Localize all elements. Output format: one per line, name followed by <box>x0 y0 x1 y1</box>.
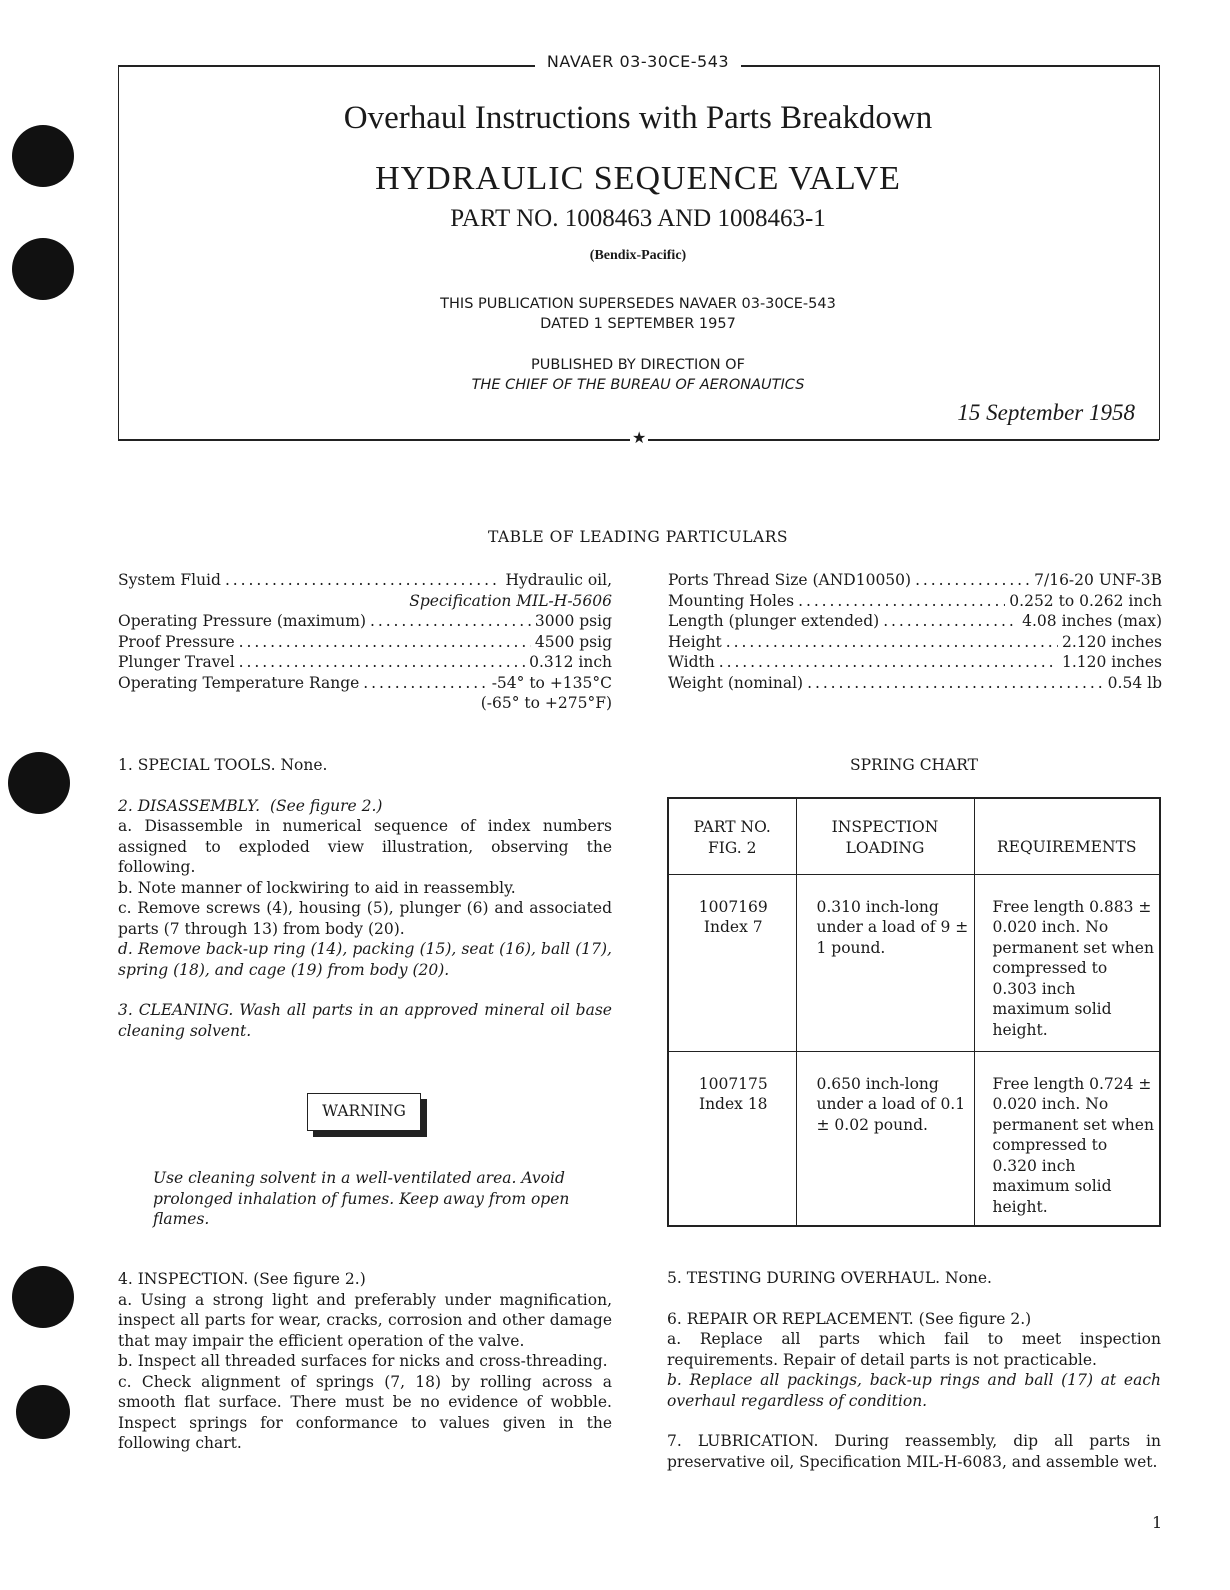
particular-value: Specification MIL-H-5606 <box>409 591 612 610</box>
particular-row <box>118 652 612 673</box>
particular-row <box>668 591 1162 612</box>
inspection-step-a: a. Using a strong light and preferably under magnification, inspect all parts for wear, cracks, corrosion and other damage that may impair the efficient operation of the valve. <box>118 1290 612 1350</box>
particular-label: Width <box>668 653 715 671</box>
dot-leader <box>363 673 487 694</box>
loading-cell: 0.650 inch-long under a load of 0.1 ± 0.02 pound. <box>796 1051 974 1226</box>
punch-hole <box>16 1385 70 1439</box>
section-lubrication: 7. LUBRICATION. During reassembly, dip all parts in preservative oil, Specification MIL-H-6083, and assemble wet. <box>667 1432 1161 1471</box>
section-repair-heading: 6. REPAIR OR REPLACEMENT. (See figure 2.) <box>667 1309 1032 1328</box>
particular-value: 4.08 inches (max) <box>1022 612 1162 630</box>
warning-text: Use cleaning solvent in a well-ventilated area. Avoid prolonged inhalation of fumes. Keep away from open flames. <box>153 1169 570 1228</box>
table-row <box>668 1051 1160 1226</box>
particular-value: 3000 psig <box>534 612 612 630</box>
particular-label: Mounting Holes <box>668 591 795 610</box>
particular-value: 0.312 inch <box>529 653 612 671</box>
particular-label: Weight (nominal) <box>668 673 804 692</box>
particular-row <box>118 570 612 591</box>
particular-label: Proof Pressure <box>118 632 235 651</box>
dot-leader <box>370 611 531 632</box>
particular-label: Length (plunger extended) <box>668 612 880 630</box>
particular-row <box>118 591 612 612</box>
disassembly-step-b: b. Note manner of lockwiring to aid in reassembly. <box>118 878 516 897</box>
document-subject: HYDRAULIC SEQUENCE VALVE <box>375 160 901 197</box>
inspection-step-b: b. Inspect all threaded surfaces for nicks and cross-threading. <box>118 1352 608 1370</box>
particular-value: Hydraulic oil, <box>505 571 612 589</box>
disassembly-step-c: c. Remove screws (4), housing (5), plunger (6) and associated parts (7 through 13) from body (20). <box>118 899 612 938</box>
particular-label: Height <box>668 632 722 651</box>
particular-row <box>118 693 612 714</box>
column-header-part-no: PART NO. FIG. 2 <box>668 798 796 874</box>
particular-row <box>668 611 1162 632</box>
part-number: PART NO. 1008463 AND 1008463-1 <box>450 205 826 232</box>
dot-leader <box>225 570 502 591</box>
warning-label: WARNING <box>307 1093 421 1131</box>
disassembly-step-d: d. Remove back-up ring (14), packing (15), seat (16), ball (17), spring (18), and cage (19) from body (20). <box>118 940 612 979</box>
section-cleaning: 3. CLEANING. Wash all parts in an approved mineral oil base cleaning solvent. <box>118 1001 612 1040</box>
dot-leader <box>719 652 1058 673</box>
dot-leader <box>798 591 1005 612</box>
particular-value: (-65° to +275°F) <box>480 694 612 712</box>
particular-label: Operating Temperature Range <box>118 673 360 692</box>
document-title: Overhaul Instructions with Parts Breakdown <box>343 100 933 136</box>
spring-chart-title: SPRING CHART <box>849 756 979 774</box>
dot-leader <box>807 673 1104 694</box>
left-column <box>118 755 612 1041</box>
dot-leader <box>239 652 525 673</box>
dot-leader <box>239 632 531 653</box>
particular-label: Plunger Travel <box>118 653 235 671</box>
page-number: 1 <box>1152 1513 1163 1532</box>
particular-row <box>118 632 612 653</box>
inspection-section <box>118 1269 612 1454</box>
supersedes-notice: THIS PUBLICATION SUPERSEDES NAVAER 03-30CE-543 DATED 1 SEPTEMBER 1957 <box>440 296 836 332</box>
particular-row <box>668 632 1162 653</box>
publication-authority: PUBLISHED BY DIRECTION OF THE CHIEF OF THE BUREAU OF AERONAUTICS <box>471 357 805 393</box>
particular-value: 1.120 inches <box>1061 653 1162 671</box>
dot-leader <box>883 611 1018 632</box>
requirements-cell: Free length 0.724 ± 0.020 inch. No permanent set when compressed to 0.320 inch maximum solid height. <box>974 1051 1160 1226</box>
particular-value: 0.54 lb <box>1107 673 1162 692</box>
particular-value: 7/16-20 UNF-3B <box>1034 571 1162 589</box>
section-testing: 5. TESTING DURING OVERHAUL. None. <box>667 1269 992 1287</box>
repair-step-a: a. Replace all parts which fail to meet inspection requirements. Repair of detail parts is not practicable. <box>667 1330 1161 1369</box>
column-header-inspection-loading: INSPECTION LOADING <box>796 798 974 874</box>
particular-label: Operating Pressure (maximum) <box>118 612 366 630</box>
loading-cell: 0.310 inch-long under a load of 9 ± 1 pound. <box>796 874 974 1051</box>
punch-hole <box>12 125 74 187</box>
column-header-requirements: REQUIREMENTS <box>974 798 1160 874</box>
spring-chart-table <box>667 797 1161 1227</box>
particular-value: -54° to +135°C <box>491 673 612 692</box>
inspection-step-c: c. Check alignment of springs (7, 18) by rolling across a smooth flat surface. There must be no evidence of wobble. Inspect springs for conformance to values given in the following chart. <box>118 1372 612 1452</box>
particular-label: Ports Thread Size (AND10050) <box>668 571 912 589</box>
particular-value: 0.252 to 0.262 inch <box>1009 591 1162 610</box>
publication-date: 15 September 1958 <box>957 400 1135 425</box>
document-number: NAVAER 03-30CE-543 <box>0 52 1230 71</box>
section-disassembly-heading: 2. DISASSEMBLY. (See figure 2.) <box>118 796 383 815</box>
particular-value: 2.120 inches <box>1061 632 1162 651</box>
part-no-cell: 1007169 Index 7 <box>668 874 796 1051</box>
punch-hole <box>8 752 70 814</box>
star-icon: ★ <box>632 428 647 447</box>
particular-label: System Fluid <box>118 571 221 589</box>
section-special-tools: 1. SPECIAL TOOLS. None. <box>118 756 328 774</box>
particular-row <box>118 611 612 632</box>
disassembly-step-a: a. Disassemble in numerical sequence of index numbers assigned to exploded view illustration, observing the following. <box>118 817 612 876</box>
punch-hole <box>12 1266 74 1328</box>
section-inspection-heading: 4. INSPECTION. (See figure 2.) <box>118 1270 366 1288</box>
leading-particulars-right <box>668 570 1162 693</box>
right-column <box>667 1268 1161 1472</box>
manufacturer: (Bendix-Pacific) <box>589 248 687 263</box>
requirements-cell: Free length 0.883 ± 0.020 inch. No permanent set when compressed to 0.303 inch maximum solid height. <box>974 874 1160 1051</box>
dot-leader <box>726 632 1058 653</box>
punch-hole <box>12 238 74 300</box>
table-row <box>668 874 1160 1051</box>
particular-row <box>118 673 612 694</box>
particular-value: 4500 psig <box>534 632 612 651</box>
particular-row <box>668 652 1162 673</box>
leading-particulars-left <box>118 570 612 714</box>
dot-leader <box>915 570 1030 591</box>
leading-particulars-title: TABLE OF LEADING PARTICULARS <box>488 528 788 546</box>
particular-row <box>668 570 1162 591</box>
particular-row <box>668 673 1162 694</box>
repair-step-b: b. Replace all packings, back-up rings and ball (17) at each overhaul regardless of condition. <box>667 1371 1161 1410</box>
part-no-cell: 1007175 Index 18 <box>668 1051 796 1226</box>
